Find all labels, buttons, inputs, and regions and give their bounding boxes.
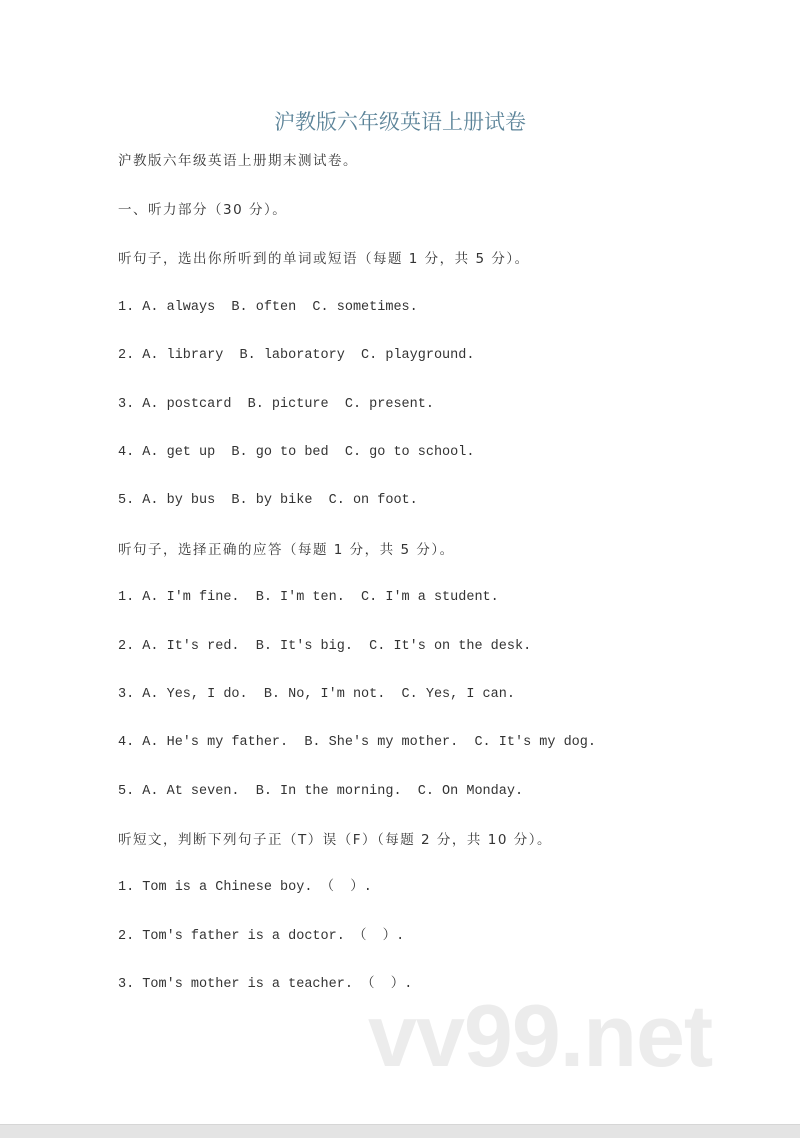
section-heading: 一、听力部分（30 分）。: [118, 202, 288, 218]
question: 2. A. library B. laboratory C. playground.: [118, 348, 475, 363]
page-bottom-edge: [0, 1124, 800, 1138]
question: 2. Tom's father is a doctor. （ ）.: [118, 929, 405, 944]
question: 3. A. Yes, I do. B. No, I'm not. C. Yes, I can.: [118, 687, 515, 702]
watermark: vv99.net: [368, 986, 713, 1085]
subtitle: 沪教版六年级英语上册期末测试卷。: [118, 153, 358, 169]
part-instruction: 听短文，判断下列句子正（T）误（F）（每题 2 分，共 10 分）。: [118, 832, 552, 848]
part-instruction: 听句子，选择正确的应答（每题 1 分，共 5 分）。: [118, 542, 455, 558]
question: 2. A. It's red. B. It's big. C. It's on the desk.: [118, 639, 532, 654]
question: 4. A. He's my father. B. She's my mother. C. It's my dog.: [118, 735, 596, 750]
document-title: 沪教版六年级英语上册试卷: [274, 110, 526, 134]
question: 1. A. always B. often C. sometimes.: [118, 300, 418, 315]
question: 1. Tom is a Chinese boy. （ ）.: [118, 880, 372, 895]
question: 1. A. I'm fine. B. I'm ten. C. I'm a student.: [118, 590, 499, 605]
question: 3. Tom's mother is a teacher. （ ）.: [118, 977, 413, 992]
question: 5. A. At seven. B. In the morning. C. On Monday.: [118, 784, 524, 799]
part-instruction: 听句子，选出你所听到的单词或短语（每题 1 分，共 5 分）。: [118, 251, 530, 267]
question: 5. A. by bus B. by bike C. on foot.: [118, 493, 418, 508]
question: 4. A. get up B. go to bed C. go to school.: [118, 445, 475, 460]
question: 3. A. postcard B. picture C. present.: [118, 397, 434, 412]
